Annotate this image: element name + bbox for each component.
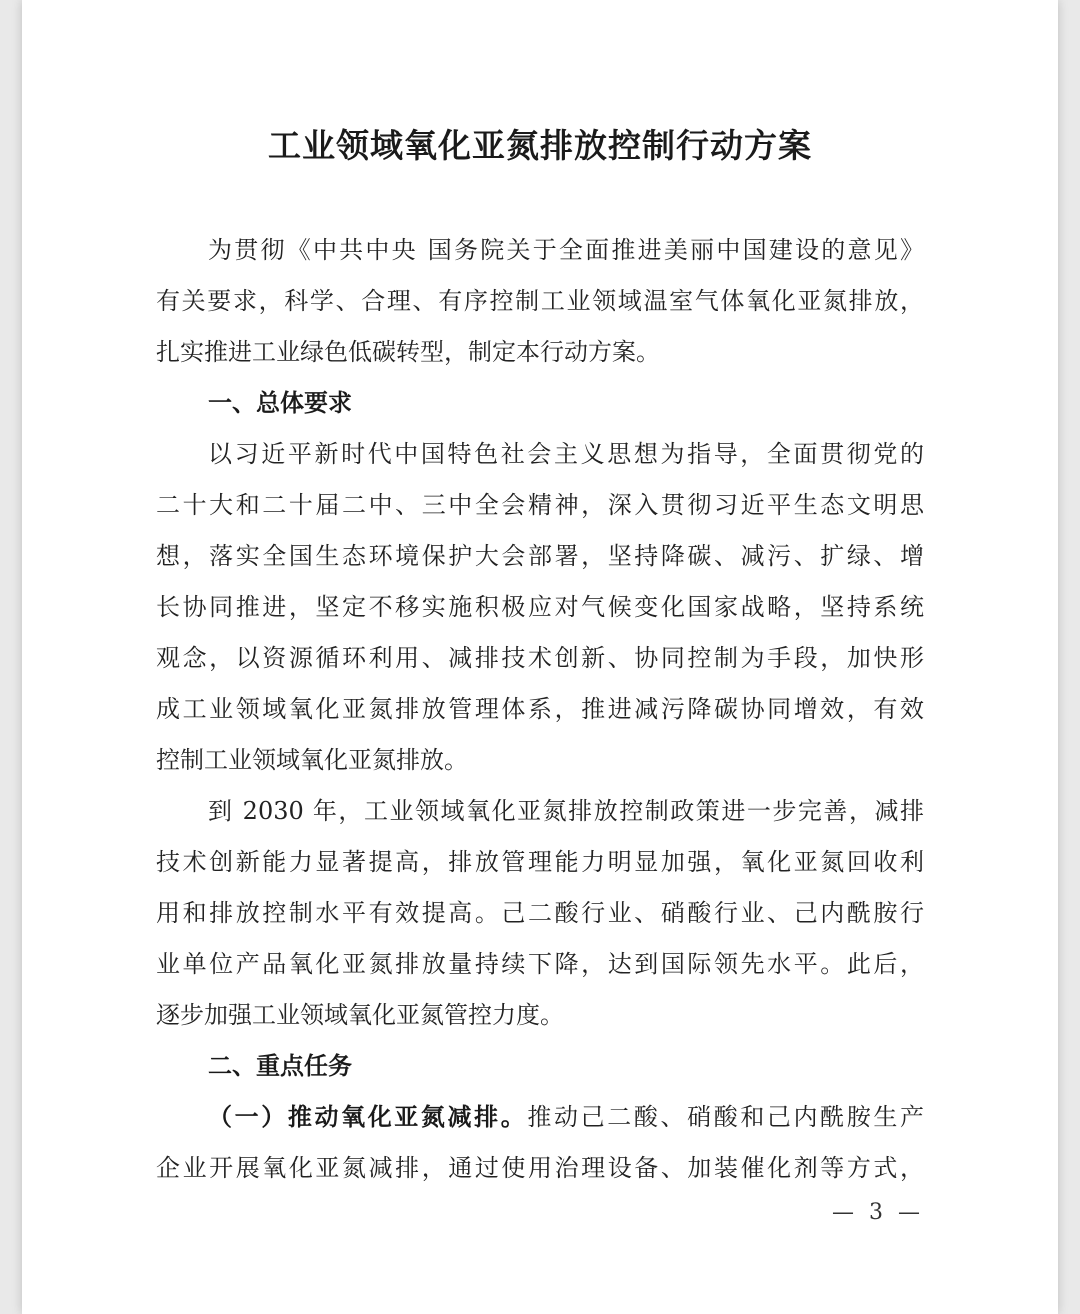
section-heading: 二、重点任务: [208, 1052, 352, 1080]
paragraph-line: 成工业领域氧化亚氮排放管理体系，推进减污降碳协同增效，有效: [156, 695, 924, 723]
paragraph-line: 观念，以资源循环利用、减排技术创新、协同控制为手段，加快形: [156, 644, 924, 672]
paragraph-line: 二十大和二十届二中、三中全会精神，深入贯彻习近平生态文明思: [156, 491, 924, 519]
paragraph-line: 技术创新能力显著提高，排放管理能力明显加强，氧化亚氮回收利: [156, 848, 924, 876]
paragraph-line: 长协同推进，坚定不移实施积极应对气候变化国家战略，坚持系统: [156, 593, 924, 621]
intro-line: 扎实推进工业绿色低碳转型，制定本行动方案。: [156, 338, 660, 366]
paragraph-line: 控制工业领域氧化亚氮排放。: [156, 746, 468, 774]
paragraph-line: 业单位产品氧化亚氮排放量持续下降，达到国际领先水平。此后，: [156, 950, 924, 978]
paragraph-line: 用和排放控制水平有效提高。己二酸行业、硝酸行业、己内酰胺行: [156, 899, 924, 927]
paragraph-line: 想，落实全国生态环境保护大会部署，坚持降碳、减污、扩绿、增: [156, 542, 924, 570]
section-heading: 一、总体要求: [208, 389, 352, 417]
document-title: 工业领域氧化亚氮排放控制行动方案: [268, 126, 812, 165]
task-text: 推动己二酸、硝酸和己内酰胺生产: [527, 1103, 924, 1131]
paragraph-line: 到 2030 年，工业领域氧化亚氮排放控制政策进一步完善，减排: [208, 797, 924, 825]
document-page: [22, 0, 1058, 1314]
paragraph-line: 逐步加强工业领域氧化亚氮管控力度。: [156, 1001, 564, 1029]
intro-line: 为贯彻《中共中央 国务院关于全面推进美丽中国建设的意见》: [208, 236, 924, 264]
task-line: [208, 1101, 924, 1133]
intro-line: 有关要求，科学、合理、有序控制工业领域温室气体氧化亚氮排放，: [156, 287, 924, 315]
task-line: 企业开展氧化亚氮减排，通过使用治理设备、加装催化剂等方式，: [156, 1154, 924, 1182]
task-heading: （一）推动氧化亚氮减排。: [208, 1102, 528, 1131]
page-number: — 3 —: [832, 1200, 924, 1225]
paragraph-line: 以习近平新时代中国特色社会主义思想为指导，全面贯彻党的: [208, 440, 924, 468]
